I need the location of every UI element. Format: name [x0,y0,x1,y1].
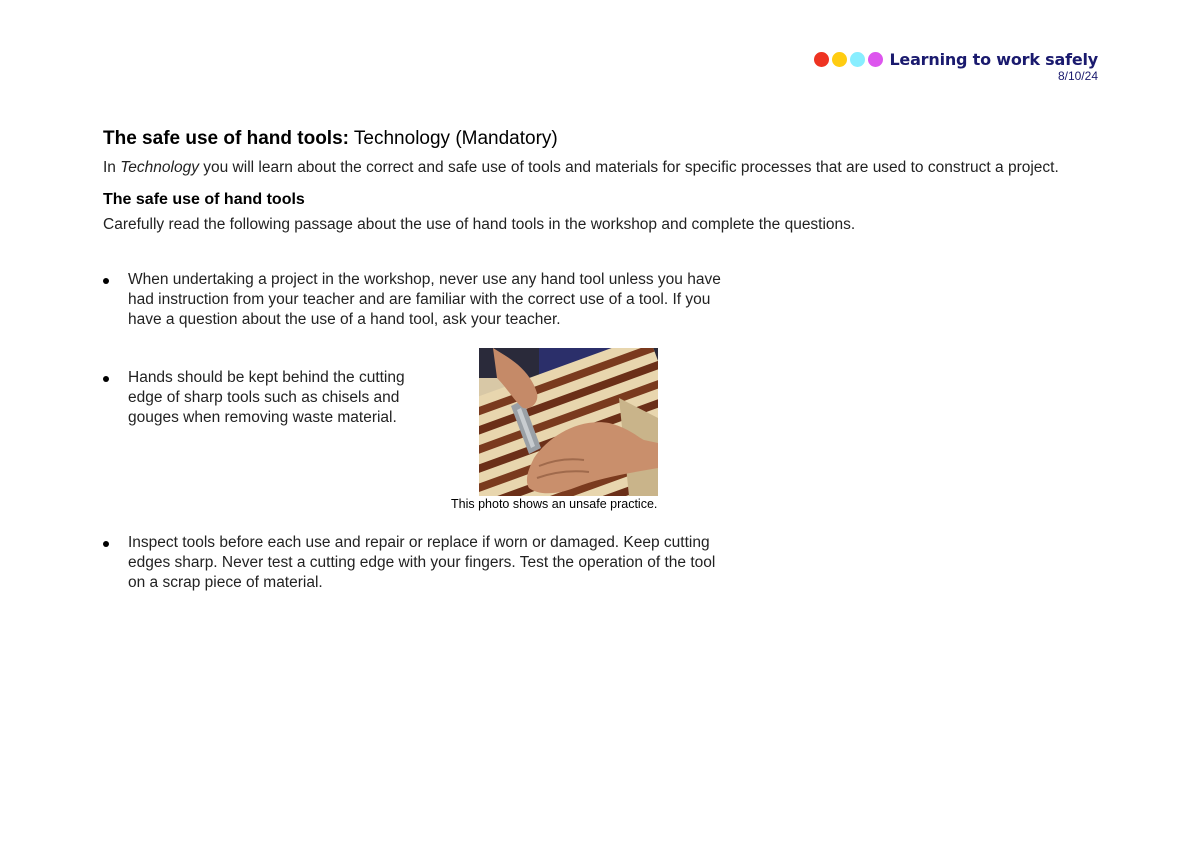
title-rest: Technology (Mandatory) [348,128,558,149]
page-title [103,128,1093,150]
subheading: The safe use of hand tools [103,191,305,208]
brand-text: Learning to work safely [889,50,1098,69]
brand-dot-purple [868,52,883,67]
unsafe-chisel-photo [479,348,658,496]
bullet-text: Inspect tools before each use and repair or replace if worn or damaged. Keep cutting edges sharp. Never test a cutting edge with your fingers. Test the operation of the tool on a scrap piece of material. [128,534,716,591]
intro-paragraph [103,158,1093,178]
bullet-item [103,533,723,593]
intro-italic: Technology [120,159,199,176]
page-header [814,50,1098,83]
brand-dot-yellow [832,52,847,67]
bullet-dot [103,376,109,382]
document-body [103,128,1093,235]
photo-caption: This photo shows an unsafe practice. [451,497,658,511]
bullet-text: When undertaking a project in the workshop, never use any hand tool unless you have had instruction from your teacher and are familiar with the correct use of a tool. If you have a question about the use of a hand tool, ask your teacher. [128,271,721,328]
brand-dot-cyan [850,52,865,67]
intro-prefix: In [103,159,121,176]
brand-logo [814,50,1098,69]
title-bold: The safe use of hand tools: [103,128,349,149]
bullet-dot [103,541,109,547]
bullet-item [103,368,413,428]
intro-rest: you will learn about the correct and safe use of tools and materials for specific processes that are used to construct a project. [198,159,1059,176]
bullet-item [103,270,723,330]
brand-dot-red [814,52,829,67]
bullet-dot [103,278,109,284]
instruction-paragraph: Carefully read the following passage about the use of hand tools in the workshop and complete the questions. [103,216,856,233]
bullet-text: Hands should be kept behind the cutting edge of sharp tools such as chisels and gouges when removing waste material. [128,369,405,426]
header-date: 8/10/24 [1057,69,1098,83]
